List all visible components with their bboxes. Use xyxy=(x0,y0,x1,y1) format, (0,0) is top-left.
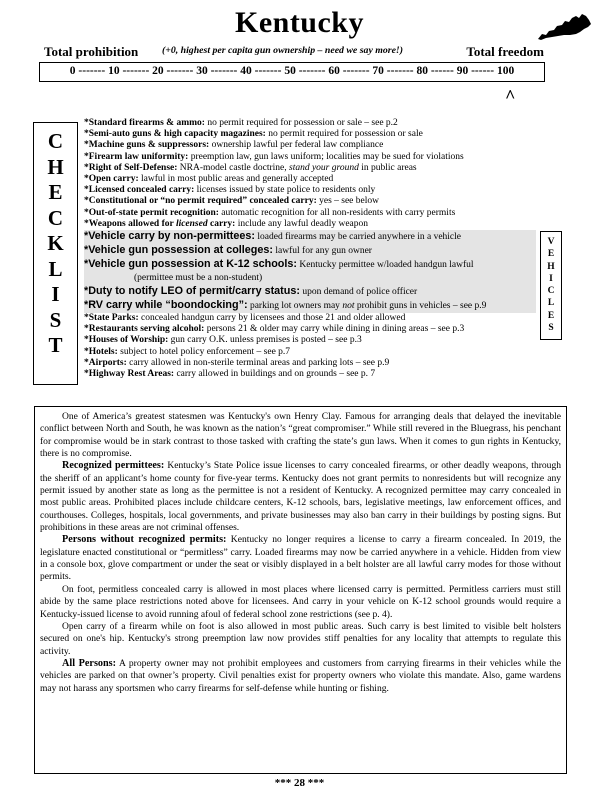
checklist-item-label: *RV carry while “boondocking”: xyxy=(84,299,248,312)
checklist-item-text: automatic recognition for all non-residents with carry permits xyxy=(218,207,456,218)
checklist-item-text: upon demand of police officer xyxy=(299,287,418,298)
checklist-item-text: preemption law, gun laws uniform; localities may be sued for violations xyxy=(188,151,464,162)
section-heading: Persons without recognized permits: xyxy=(62,534,227,546)
checklist-letter: H xyxy=(47,154,64,179)
scale-marker: ^ xyxy=(505,86,516,106)
checklist-item xyxy=(84,140,539,151)
checklist-letter: C xyxy=(47,129,64,153)
checklist-item-label: *Out-of-state permit recognition: xyxy=(84,207,219,218)
checklist-item xyxy=(84,313,539,324)
checklist-item xyxy=(84,129,539,140)
checklist-item-text: NRA-model castle doctrine, stand your ground in public areas xyxy=(177,162,417,173)
checklist-items xyxy=(84,118,539,380)
checklist-item-label: *Airports: xyxy=(84,357,127,368)
section-heading: All Persons: xyxy=(62,657,117,669)
checklist-item-label: *Licensed concealed carry: xyxy=(84,185,195,196)
checklist-item-text: licenses issued by state police to residents only xyxy=(194,185,376,196)
scale-labels xyxy=(44,44,544,60)
checklist-item xyxy=(84,358,539,369)
paragraph-text: A property owner may not prohibit employees and customers from carrying firearms in their vehicles while the vehicles are parked on that owner’s property. Civil penalties exist for property owners who violate this mandate. Also, game wardens may not harass any sportsmen who carry firearms for self-defense while hunting or fishing. xyxy=(40,657,561,694)
checklist-item-label: *Hotels: xyxy=(84,346,118,357)
checklist-item-label: *Restaurants serving alcohol: xyxy=(84,324,205,335)
checklist-item xyxy=(84,208,539,219)
checklist-item xyxy=(84,347,539,358)
checklist-item xyxy=(84,230,536,244)
checklist-item-note xyxy=(84,272,536,285)
checklist-item-text: yes – see below xyxy=(316,196,379,207)
all-persons-paragraph xyxy=(40,658,561,695)
intro-paragraph: One of America’s greatest statesmen was Kentucky's own Henry Clay. Famous for arranging deals that delayed the inevitable conflict between North and South, he was known as the nation’s “great compromiser.” While still revered in the Bluegrass, his penchant for compromise would be in stark contrast to those tasked with crafting the state’s gun laws. When it comes to gun rights in Kentucky, there is no compromise. xyxy=(40,411,561,460)
section-heading: Recognized permittees: xyxy=(62,460,165,472)
vehicles-label-box xyxy=(540,231,562,340)
vehicles-letter: I xyxy=(549,273,553,284)
checklist-item-label: *Vehicle carry by non-permittees: xyxy=(84,230,256,243)
checklist-item-text: ownership lawful per federal law compliance xyxy=(209,140,384,151)
checklist-item-note-text: (permittee must be a non-student) xyxy=(134,273,263,284)
vehicles-letter: H xyxy=(547,261,555,272)
checklist-letter: I xyxy=(51,282,60,306)
checklist-item-label: *Open carry: xyxy=(84,174,139,185)
checklist-item-text: persons 21 & older may carry while dining in dining areas – see p.3 xyxy=(204,324,465,335)
checklist-letter: K xyxy=(47,231,64,255)
checklist-item xyxy=(84,185,539,196)
vehicles-letter: E xyxy=(547,310,555,321)
checklist-item xyxy=(84,299,536,313)
scale-left-label: Total prohibition xyxy=(44,44,139,59)
checklist-item-label: *Firearm law uniformity: xyxy=(84,151,189,162)
checklist-item-label: *Machine guns & suppressors: xyxy=(84,140,210,151)
kentucky-map-icon xyxy=(536,12,592,42)
checklist-item xyxy=(84,324,539,335)
page-number: *** 28 *** xyxy=(274,777,325,789)
recognized-permittees-paragraph xyxy=(40,460,561,534)
vehicles-letter: E xyxy=(547,249,555,260)
vehicles-letter: S xyxy=(548,323,554,334)
checklist-item-text: no permit required for possession or sale – see p.2 xyxy=(204,118,398,128)
checklist-item-text: subject to hotel policy enforcement – see p.7 xyxy=(117,346,291,357)
vehicles-letter: L xyxy=(547,298,555,309)
vehicles-letter: C xyxy=(547,286,555,297)
checklist-letter: E xyxy=(48,180,63,204)
open-carry-paragraph: Open carry of a firearm while on foot is also allowed in most public areas. Such carry is best limited to visible belt holsters secured on one's hip. Kentucky's strong preemption law now provides stiff penalties for any locality that attempts to regulate this activity. xyxy=(40,620,561,657)
checklist-item-label: *Standard firearms & ammo: xyxy=(84,118,205,128)
checklist-item xyxy=(84,196,539,207)
checklist-label-box xyxy=(33,122,78,385)
freedom-scale: 0 ------- 10 ------- 20 ------- 30 ------- 40 ------- 50 ------- 60 ------- 70 ------- 80 ------ 90 ------ 100 xyxy=(39,62,545,82)
checklist-item-emphasis: not xyxy=(342,301,355,312)
checklist-item-text: parking lot owners may not prohibit guns in vehicles – see p.9 xyxy=(247,301,487,312)
without-permits-paragraph xyxy=(40,534,561,583)
checklist-item-label: *Right of Self-Defense: xyxy=(84,162,178,173)
checklist-item-text: concealed handgun carry by licensees and those 21 and older allowed xyxy=(138,313,406,324)
vehicles-letter: V xyxy=(547,237,555,247)
checklist-item-label: *Constitutional or “no permit required” concealed carry: xyxy=(84,196,317,207)
checklist-item-text: gun carry O.K. unless premises is posted – see p.3 xyxy=(168,335,362,346)
checklist-item xyxy=(84,174,539,185)
checklist-item xyxy=(84,258,536,272)
checklist-item xyxy=(84,219,539,230)
checklist-letter: L xyxy=(48,256,63,281)
checklist-item-text: include any lawful deadly weapon xyxy=(235,218,369,229)
paragraph-text: Kentucky no longer requires a license to carry a firearm concealed. In 2019, the legislature enacted constitutional or “permitless” carry. Loaded firearms may now be carried anywhere in a vehicle. Hidden from view in a console box, glove compartment or under the seat or visibly displayed in a belt holster are all lawful carry modes for those without permits. xyxy=(40,534,561,583)
checklist-item-emphasis: stand your ground xyxy=(289,162,359,173)
checklist-item xyxy=(84,163,539,174)
on-foot-paragraph: On foot, permitless concealed carry is allowed in most places where licensed carry is permitted. Permitless carriers must still abide by the same place restrictions noted above for licensees. And carry in your vehicle on K-12 school grounds would require a Kentucky-issued license to avoid running afoul of federal school zone restrictions (see p. 4). xyxy=(40,583,561,620)
checklist-item-label-emphasis: licensed xyxy=(175,218,208,229)
paragraph-text: Kentucky’s State Police issue licenses to carry concealed firearms, or other deadly weapons, through the sheriff of an applicant’s home county for five-year terms. Kentucky does not grant permits to nonresidents but will recognize any permit issued by another state as long as the permittee is not a resident of Kentucky. A recognized permittee may carry concealed in most public areas. Prohibited places include childcare centers, K-12 schools, bars, legislative meetings, law enforcement offices, and courthouses. Colleges, hospitals, local governments, and private businesses may also ban carry in their buildings by posting signs. But prohibitions in these areas are not criminal offenses. xyxy=(40,460,561,534)
checklist-letter: C xyxy=(47,205,64,230)
checklist-item-text: loaded firearms may be carried anywhere in a vehicle xyxy=(255,232,462,243)
checklist-item xyxy=(84,285,536,299)
checklist-item xyxy=(84,244,536,258)
checklist-item xyxy=(84,369,539,380)
checklist-item-text: lawful in most public areas and generally accepted xyxy=(138,174,334,185)
checklist-item-text: no permit required for possession or sale xyxy=(265,129,423,140)
scale-right-label: Total freedom xyxy=(466,44,544,59)
checklist-letter: T xyxy=(48,333,63,357)
checklist-item-text: Kentucky permittee w/loaded handgun lawful xyxy=(297,260,474,271)
checklist-item-text: carry allowed in buildings and on grounds – see p. 7 xyxy=(174,369,376,380)
page-title: Kentucky xyxy=(234,6,364,39)
scale-note: (+0, highest per capita gun ownership – need we say more!) xyxy=(162,45,403,56)
checklist-item-label: *Semi-auto guns & high capacity magazines: xyxy=(84,129,266,140)
checklist-item xyxy=(84,152,539,163)
checklist-item-label: *Vehicle gun possession at colleges: xyxy=(84,244,274,257)
checklist-item-label: *Vehicle gun possession at K-12 schools: xyxy=(84,258,298,271)
checklist-item-text: lawful for any gun owner xyxy=(273,246,372,257)
checklist-item-label: *Duty to notify LEO of permit/carry status: xyxy=(84,285,300,298)
checklist-item-label: *Houses of Worship: xyxy=(84,335,169,346)
checklist-item-text: carry allowed in non-sterile terminal areas and parking lots – see p.9 xyxy=(126,357,390,368)
checklist-letter: S xyxy=(49,307,62,332)
checklist-item-label: *State Parks: xyxy=(84,313,139,324)
checklist-item xyxy=(84,118,539,129)
article-body xyxy=(34,406,567,774)
checklist-item-label: *Weapons allowed for licensed carry: xyxy=(84,218,236,229)
checklist-item-label: *Highway Rest Areas: xyxy=(84,369,175,380)
checklist-item xyxy=(84,335,539,346)
